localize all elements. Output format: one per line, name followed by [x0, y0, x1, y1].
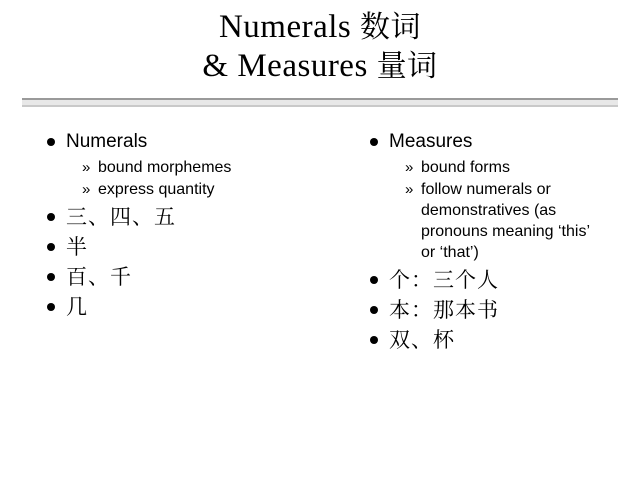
slide-title	[0, 0, 640, 86]
sub-bullet-icon: »	[405, 159, 414, 176]
list-item-label: 几	[66, 295, 88, 319]
title-line-1-cjk: 数词	[360, 10, 422, 45]
bullet-icon	[47, 138, 55, 146]
list-item-sub	[82, 157, 325, 178]
list-item-label: 个：三个人	[389, 268, 499, 292]
sub-bullet-icon: »	[405, 181, 414, 198]
title-line-1-latin: Numerals	[218, 9, 361, 45]
column-heading: Measures	[389, 131, 473, 152]
bullet-icon	[370, 336, 378, 344]
column-heading: Numerals	[66, 131, 148, 152]
measures-sublist	[389, 157, 606, 263]
list-item	[367, 267, 606, 295]
bullet-icon	[370, 138, 378, 146]
list-item-label: 双、杯	[389, 328, 455, 352]
title-divider	[22, 98, 618, 107]
list-item-sub	[405, 179, 606, 263]
column-numerals	[44, 129, 325, 357]
list-item-label: 百、千	[66, 265, 132, 289]
list-item-sub	[82, 179, 325, 200]
title-line-2	[0, 47, 640, 86]
title-line-2-latin: & Measures	[202, 48, 377, 84]
sub-bullet-icon: »	[82, 159, 91, 176]
sub-item-label: follow numerals or demonstratives (as pronouns meaning ‘this’ or ‘that’)	[421, 181, 590, 261]
bullet-icon	[47, 303, 55, 311]
sub-item-label: bound morphemes	[98, 159, 232, 176]
list-item-label: 半	[66, 235, 88, 259]
list-item	[367, 297, 606, 325]
title-line-1	[0, 8, 640, 47]
measures-list	[367, 129, 606, 355]
bullet-icon	[370, 276, 378, 284]
list-item	[44, 234, 325, 262]
list-item	[44, 204, 325, 232]
sub-item-label: bound forms	[421, 159, 510, 176]
list-item-heading	[44, 129, 325, 200]
list-item-sub	[405, 157, 606, 178]
list-item-label: 三、四、五	[66, 205, 176, 229]
numerals-sublist	[66, 157, 325, 200]
list-item-label: 本：那本书	[389, 298, 499, 322]
bullet-icon	[47, 213, 55, 221]
list-item	[367, 327, 606, 355]
bullet-icon	[370, 306, 378, 314]
list-item	[44, 264, 325, 292]
list-item-heading	[367, 129, 606, 263]
title-line-2-cjk: 量词	[376, 49, 438, 84]
content-columns	[0, 129, 640, 357]
bullet-icon	[47, 243, 55, 251]
column-measures	[325, 129, 606, 357]
sub-item-label: express quantity	[98, 181, 215, 198]
list-item	[44, 294, 325, 322]
sub-bullet-icon: »	[82, 181, 91, 198]
numerals-list	[44, 129, 325, 322]
bullet-icon	[47, 273, 55, 281]
